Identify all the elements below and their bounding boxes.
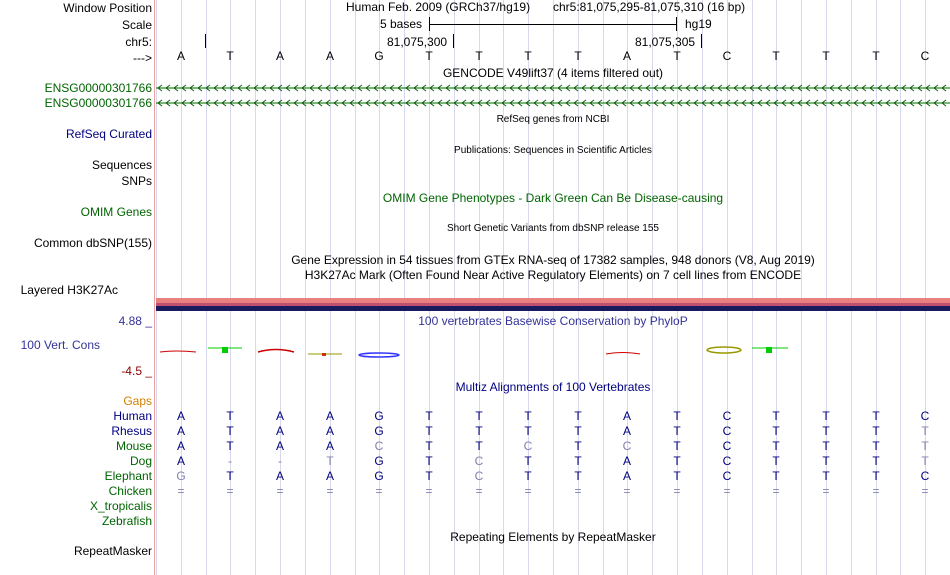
snps-label[interactable]: SNPs: [121, 174, 152, 188]
h3k27ac-track-title[interactable]: H3K27Ac Mark (Often Found Near Active Regulatory Elements) on 7 cell lines from ENCODE: [304, 268, 802, 282]
publications-track-title[interactable]: Publications: Sequences in Scientific Articles: [454, 145, 652, 156]
aligned-base: T: [872, 469, 880, 483]
aligned-base: =: [872, 484, 880, 498]
aligned-base: A: [176, 439, 185, 453]
dna-base: T: [872, 49, 880, 63]
label-column-divider: [154, 0, 155, 575]
omim-label[interactable]: OMIM Genes: [80, 205, 152, 219]
aligned-base: A: [325, 469, 334, 483]
aligned-base: C: [523, 439, 533, 453]
aligned-base: C: [920, 469, 930, 483]
aligned-base: =: [723, 484, 731, 498]
aligned-base: T: [475, 424, 483, 438]
aligned-base: T: [822, 439, 830, 453]
aligned-base: =: [623, 484, 631, 498]
multiz-track-title[interactable]: Multiz Alignments of 100 Vertebrates: [455, 380, 651, 394]
aligned-base: =: [375, 484, 383, 498]
dna-base: T: [524, 49, 532, 63]
aligned-base: C: [722, 454, 732, 468]
dna-base: A: [622, 49, 631, 63]
omim-track-title[interactable]: OMIM Gene Phenotypes - Dark Green Can Be Disease-causing: [382, 191, 724, 205]
aligned-base: T: [226, 469, 234, 483]
sequences-label[interactable]: Sequences: [91, 158, 152, 172]
tick-mark: [453, 34, 454, 48]
aligned-base: A: [275, 439, 284, 453]
aligned-base: -: [228, 454, 232, 468]
dna-base: C: [920, 49, 930, 63]
aligned-base: T: [772, 469, 780, 483]
aligned-base: =: [524, 484, 532, 498]
aligned-base: T: [574, 439, 582, 453]
aligned-base: T: [226, 439, 234, 453]
tick-mark: [701, 34, 702, 48]
aligned-base: T: [772, 439, 780, 453]
aligned-base: A: [275, 469, 284, 483]
aligned-base: =: [475, 484, 483, 498]
repeatmasker-track-title[interactable]: Repeating Elements by RepeatMasker: [450, 530, 656, 544]
aligned-base: T: [673, 409, 681, 423]
species-label-chicken[interactable]: Chicken: [108, 484, 152, 498]
scale-assembly: hg19: [685, 17, 712, 31]
aligned-base: A: [275, 424, 284, 438]
aligned-base: C: [622, 439, 632, 453]
dna-base: T: [673, 49, 681, 63]
h3k27ac-signal-dark: [156, 306, 950, 311]
aligned-base: T: [524, 409, 532, 423]
aligned-base: T: [425, 469, 433, 483]
aligned-base: T: [425, 409, 433, 423]
aligned-base: C: [920, 409, 930, 423]
phylop-min-label: -4.5 _: [121, 364, 152, 378]
species-label-x_tropicalis[interactable]: X_tropicalis: [89, 499, 152, 513]
phylop-track-title[interactable]: 100 vertebrates Basewise Conservation by PhyloP: [418, 314, 688, 328]
window-position-label: Window Position: [63, 1, 152, 15]
gene-track-2[interactable]: [156, 96, 950, 110]
dna-base: C: [722, 49, 732, 63]
aligned-base: T: [524, 469, 532, 483]
species-label-elephant[interactable]: Elephant: [104, 469, 152, 483]
tick-label-2: 81,075,305: [635, 35, 696, 49]
h3k27ac-label[interactable]: Layered H3K27Ac: [20, 283, 118, 297]
aligned-base: C: [374, 439, 384, 453]
dna-base: A: [325, 49, 334, 63]
dna-base: G: [374, 49, 384, 63]
gaps-label[interactable]: Gaps: [123, 394, 152, 408]
aligned-base: T: [524, 454, 532, 468]
aligned-base: T: [872, 454, 880, 468]
aligned-base: T: [772, 409, 780, 423]
aligned-base: =: [772, 484, 780, 498]
aligned-base: T: [574, 454, 582, 468]
dna-base: T: [574, 49, 582, 63]
aligned-base: =: [326, 484, 334, 498]
aligned-base: T: [673, 469, 681, 483]
refseq-track-title[interactable]: RefSeq genes from NCBI: [496, 114, 610, 125]
aligned-base: -: [278, 454, 282, 468]
species-label-zebrafish[interactable]: Zebrafish: [101, 514, 152, 528]
dbsnp-label[interactable]: Common dbSNP(155): [33, 236, 152, 250]
gene-label-2[interactable]: ENSG00000301766: [44, 96, 152, 110]
dna-base: A: [176, 49, 185, 63]
aligned-base: T: [673, 424, 681, 438]
aligned-base: C: [474, 469, 484, 483]
tick-mark: [205, 34, 206, 48]
aligned-base: G: [374, 424, 384, 438]
aligned-base: G: [374, 454, 384, 468]
aligned-base: A: [622, 424, 631, 438]
aligned-base: T: [822, 469, 830, 483]
aligned-base: T: [822, 424, 830, 438]
repeatmasker-label[interactable]: RepeatMasker: [73, 544, 152, 558]
aligned-base: T: [425, 439, 433, 453]
aligned-base: T: [326, 454, 334, 468]
scale-bases: 5 bases: [380, 17, 423, 31]
gene-label-1[interactable]: ENSG00000301766: [44, 81, 152, 95]
aligned-base: C: [722, 439, 732, 453]
dna-base: A: [275, 49, 284, 63]
aligned-base: T: [822, 409, 830, 423]
aligned-base: G: [374, 469, 384, 483]
species-label-dog[interactable]: Dog: [129, 454, 152, 468]
assembly-name: Human Feb. 2009 (GRCh37/hg19): [346, 0, 531, 14]
aligned-base: T: [475, 409, 483, 423]
dna-base: T: [772, 49, 780, 63]
aligned-base: =: [921, 484, 929, 498]
aligned-base: G: [374, 409, 384, 423]
gtex-track-title[interactable]: Gene Expression in 54 tissues from GTEx RNA-seq of 17382 samples, 948 donors (V8, Aug 2019): [291, 253, 815, 267]
aligned-base: A: [176, 424, 185, 438]
scale-label: Scale: [121, 18, 152, 32]
scale-bar: [429, 17, 677, 31]
aligned-base: A: [622, 469, 631, 483]
aligned-base: T: [822, 454, 830, 468]
aligned-base: T: [425, 454, 433, 468]
aligned-base: A: [176, 454, 185, 468]
aligned-base: T: [574, 409, 582, 423]
aligned-base: A: [176, 409, 185, 423]
aligned-base: =: [822, 484, 830, 498]
dna-base: T: [822, 49, 830, 63]
aligned-base: T: [425, 424, 433, 438]
aligned-base: A: [622, 409, 631, 423]
aligned-base: A: [325, 439, 334, 453]
aligned-base: T: [226, 424, 234, 438]
aligned-base: T: [673, 439, 681, 453]
aligned-base: =: [574, 484, 582, 498]
aligned-base: A: [275, 409, 284, 423]
aligned-base: C: [474, 454, 484, 468]
conservation-plot[interactable]: [156, 340, 950, 364]
aligned-base: A: [325, 424, 334, 438]
aligned-base: T: [872, 439, 880, 453]
chrom-label: chr5:: [125, 35, 152, 49]
aligned-base: A: [325, 409, 334, 423]
aligned-base: T: [226, 409, 234, 423]
gencode-track-title[interactable]: GENCODE V49lift37 (4 items filtered out): [442, 66, 664, 80]
species-label-rhesus[interactable]: Rhesus: [111, 424, 152, 438]
aligned-base: A: [622, 454, 631, 468]
aligned-base: T: [574, 424, 582, 438]
aligned-base: T: [673, 454, 681, 468]
aligned-base: T: [921, 424, 929, 438]
aligned-base: T: [772, 424, 780, 438]
aligned-base: =: [425, 484, 433, 498]
strand-arrow-label: --->: [133, 51, 152, 65]
dna-base: T: [226, 49, 234, 63]
aligned-base: T: [872, 424, 880, 438]
aligned-base: =: [177, 484, 185, 498]
aligned-base: T: [921, 454, 929, 468]
position-readout[interactable]: chr5:81,075,295-81,075,310 (16 bp): [553, 0, 746, 14]
aligned-base: G: [176, 469, 186, 483]
aligned-base: T: [772, 454, 780, 468]
phylop-max-label: 4.88 _: [118, 314, 152, 328]
aligned-base: C: [722, 424, 732, 438]
aligned-base: T: [574, 469, 582, 483]
gene-track-1[interactable]: [156, 81, 950, 95]
aligned-base: =: [673, 484, 681, 498]
species-label-human[interactable]: Human: [113, 409, 152, 423]
cons-label[interactable]: 100 Vert. Cons: [20, 338, 100, 352]
species-label-mouse[interactable]: Mouse: [115, 439, 152, 453]
aligned-base: T: [921, 439, 929, 453]
tick-label-1: 81,075,300: [387, 35, 448, 49]
aligned-base: C: [722, 469, 732, 483]
aligned-base: C: [722, 409, 732, 423]
aligned-base: T: [524, 424, 532, 438]
dbsnp-track-title[interactable]: Short Genetic Variants from dbSNP release 155: [447, 223, 659, 234]
aligned-base: =: [276, 484, 284, 498]
aligned-base: T: [475, 439, 483, 453]
aligned-base: =: [226, 484, 234, 498]
aligned-base: T: [872, 409, 880, 423]
refseq-label[interactable]: RefSeq Curated: [65, 127, 152, 141]
dna-base: T: [425, 49, 433, 63]
dna-base: T: [475, 49, 483, 63]
